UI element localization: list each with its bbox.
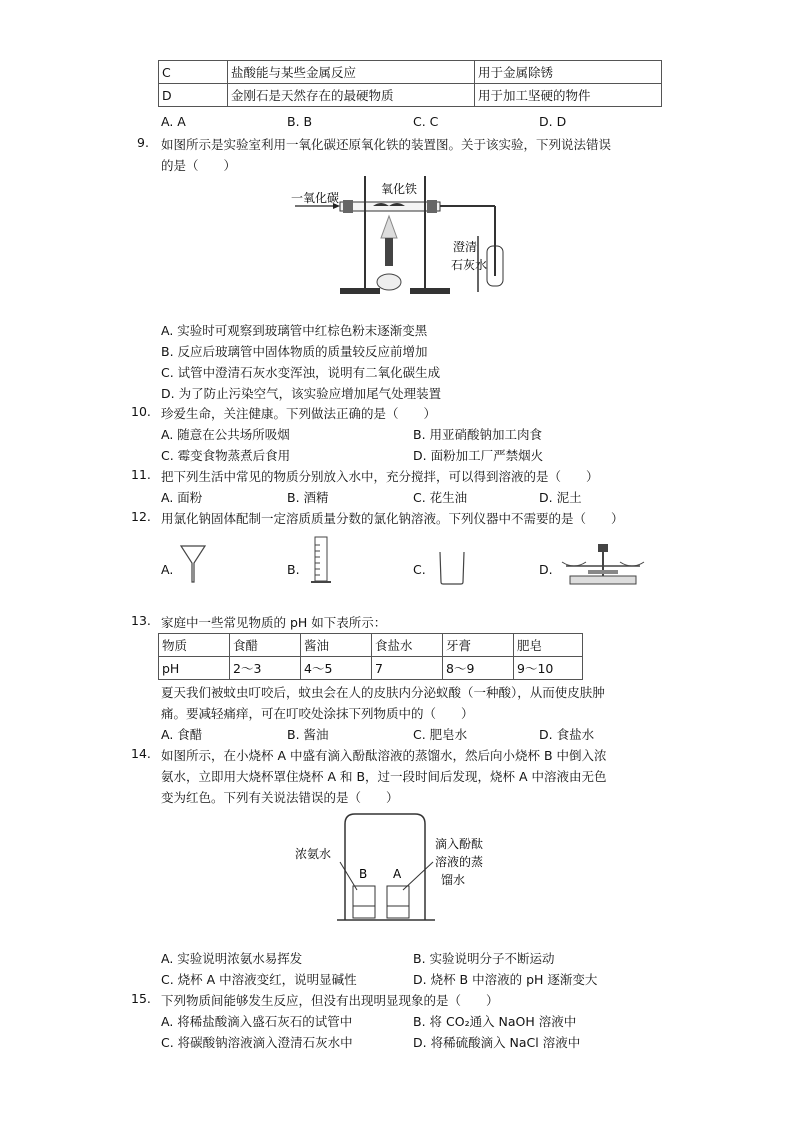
q14-option-c[interactable]: C. 烧杯 A 中溶液变红，说明显碱性 xyxy=(161,972,357,987)
table-row xyxy=(159,84,662,107)
q12-stem: 用氯化钠固体配制一定溶质质量分数的氯化钠溶液。下列仪器中不需要的是（ ） xyxy=(161,511,624,526)
q9-option-c[interactable]: C. 试管中澄清石灰水变浑浊，说明有二氧化碳生成 xyxy=(161,365,441,380)
graduated-cylinder-icon xyxy=(310,535,332,585)
q14-stem-cont-2: 变为红色。下列有关说法错误的是（ ） xyxy=(161,790,399,805)
q14-option-a[interactable]: A. 实验说明浓氨水易挥发 xyxy=(161,951,303,966)
q10-option-d[interactable]: D. 面粉加工厂严禁烟火 xyxy=(413,448,544,463)
table-cell: 食醋 xyxy=(230,634,301,657)
table-row xyxy=(159,61,662,84)
q13-number: 13. xyxy=(131,613,151,628)
q13-text-cont: 痛。要减轻痛痒，可在叮咬处涂抹下列物质中的（ ） xyxy=(161,706,474,721)
q15-option-d[interactable]: D. 将稀硫酸滴入 NaCl 溶液中 xyxy=(413,1035,581,1050)
q9-option-a[interactable]: A. 实验时可观察到玻璃管中红棕色粉末逐渐变黑 xyxy=(161,323,428,338)
q9-number: 9. xyxy=(137,135,149,150)
q14-stem-cont-1: 氨水，立即用大烧杯罩住烧杯 A 和 B，过一段时间后发现，烧杯 A 中溶液由无色 xyxy=(161,769,607,784)
table-cell: 肥皂 xyxy=(514,634,583,657)
q10-option-b[interactable]: B. 用亚硝酸钠加工肉食 xyxy=(413,427,543,442)
q9-stem-cont: 的是（ ） xyxy=(161,158,237,173)
q14-option-b[interactable]: B. 实验说明分子不断运动 xyxy=(413,951,555,966)
q11-option-d[interactable]: D. 泥土 xyxy=(539,490,582,505)
fig-label-phenol-2: 溶液的蒸 xyxy=(435,855,484,869)
fig-label-ammonia: 浓氨水 xyxy=(295,847,332,861)
q13-option-b[interactable]: B. 酱油 xyxy=(287,727,329,742)
q12-option-c[interactable]: C. xyxy=(413,562,426,577)
fig-label-limewater-2: 石灰水 xyxy=(451,258,488,272)
table-cell: 牙膏 xyxy=(443,634,514,657)
table-cell: 用于金属除锈 xyxy=(475,61,662,84)
table-cell: 7 xyxy=(372,657,443,680)
q10-stem: 珍爱生命，关注健康。下列做法正确的是（ ） xyxy=(161,406,437,421)
q15-option-c[interactable]: C. 将碳酸钠溶液滴入澄清石灰水中 xyxy=(161,1035,353,1050)
q14-number: 14. xyxy=(131,746,151,761)
q12-number: 12. xyxy=(131,509,151,524)
table-cell: 8～9 xyxy=(443,657,514,680)
ph-table xyxy=(158,633,583,680)
q13-option-d[interactable]: D. 食盐水 xyxy=(539,727,595,742)
q8-option-b[interactable]: B. B xyxy=(287,114,313,129)
table-row xyxy=(159,634,583,657)
table-cell: 2～3 xyxy=(230,657,301,680)
beaker-icon xyxy=(438,551,466,585)
q10-number: 10. xyxy=(131,404,151,419)
q12-option-a[interactable]: A. xyxy=(161,562,174,577)
table-cell: 4～5 xyxy=(301,657,372,680)
q8-option-a[interactable]: A. A xyxy=(161,114,186,129)
fig-label-beaker-b: B xyxy=(359,867,368,881)
table-cell: 食盐水 xyxy=(372,634,443,657)
fig-label-limewater-1: 澄清 xyxy=(453,240,478,254)
q11-option-b[interactable]: B. 酒精 xyxy=(287,490,329,505)
balance-scale-icon xyxy=(560,540,646,586)
q15-option-b[interactable]: B. 将 CO₂通入 NaOH 溶液中 xyxy=(413,1014,577,1029)
table-cell: 金刚石是天然存在的最硬物质 xyxy=(228,84,475,107)
table-cell: 9～10 xyxy=(514,657,583,680)
q8-table xyxy=(158,60,662,107)
fig-label-co: 一氧化碳 xyxy=(291,191,340,205)
q11-option-a[interactable]: A. 面粉 xyxy=(161,490,203,505)
q13-option-a[interactable]: A. 食醋 xyxy=(161,727,203,742)
funnel-icon xyxy=(180,545,206,583)
table-row xyxy=(159,657,583,680)
q13-stem: 家庭中一些常见物质的 pH 如下表所示： xyxy=(161,615,387,630)
fig-label-phenol-1: 滴入酚酞 xyxy=(435,837,484,851)
q13-option-c[interactable]: C. 肥皂水 xyxy=(413,727,468,742)
table-cell: 盐酸能与某些金属反应 xyxy=(228,61,475,84)
q8-option-d[interactable]: D. D xyxy=(539,114,567,129)
q14-stem: 如图所示，在小烧杯 A 中盛有滴入酚酞溶液的蒸馏水，然后向小烧杯 B 中倒入浓 xyxy=(161,748,607,763)
q11-stem: 把下列生活中常见的物质分别放入水中，充分搅拌，可以得到溶液的是（ ） xyxy=(161,469,599,484)
co-reduction-apparatus-figure xyxy=(285,176,525,300)
table-cell: 酱油 xyxy=(301,634,372,657)
q9-option-d[interactable]: D. 为了防止污染空气，该实验应增加尾气处理装置 xyxy=(161,386,442,401)
q11-number: 11. xyxy=(131,467,151,482)
q12-option-d[interactable]: D. xyxy=(539,562,553,577)
table-cell: 物质 xyxy=(159,634,230,657)
fig-label-phenol-3: 馏水 xyxy=(441,873,466,887)
table-cell: 用于加工坚硬的物件 xyxy=(475,84,662,107)
q15-number: 15. xyxy=(131,991,151,1006)
q13-text: 夏天我们被蚊虫叮咬后，蚊虫会在人的皮肤内分泌蚁酸（一种酸），从而使皮肤肿 xyxy=(161,685,605,700)
q14-option-d[interactable]: D. 烧杯 B 中溶液的 pH 逐渐变大 xyxy=(413,972,598,987)
fig-label-fe2o3: 氧化铁 xyxy=(381,182,418,196)
q9-option-b[interactable]: B. 反应后玻璃管中固体物质的质量较反应前增加 xyxy=(161,344,428,359)
fig-label-beaker-a: A xyxy=(393,867,402,881)
q9-stem: 如图所示是实验室利用一氧化碳还原氧化铁的装置图。关于该实验，下列说法错误 xyxy=(161,137,612,152)
q15-option-a[interactable]: A. 将稀盐酸滴入盛石灰石的试管中 xyxy=(161,1014,353,1029)
table-cell: C xyxy=(159,61,228,84)
table-cell: pH xyxy=(159,657,230,680)
q11-option-c[interactable]: C. 花生油 xyxy=(413,490,468,505)
q12-option-b[interactable]: B. xyxy=(287,562,300,577)
q10-option-a[interactable]: A. 随意在公共场所吸烟 xyxy=(161,427,290,442)
table-cell: D xyxy=(159,84,228,107)
q8-option-c[interactable]: C. C xyxy=(413,114,439,129)
q10-option-c[interactable]: C. 霉变食物蒸煮后食用 xyxy=(161,448,291,463)
q15-stem: 下列物质间能够发生反应，但没有出现明显现象的是（ ） xyxy=(161,993,499,1008)
ammonia-diffusion-figure xyxy=(295,810,525,922)
